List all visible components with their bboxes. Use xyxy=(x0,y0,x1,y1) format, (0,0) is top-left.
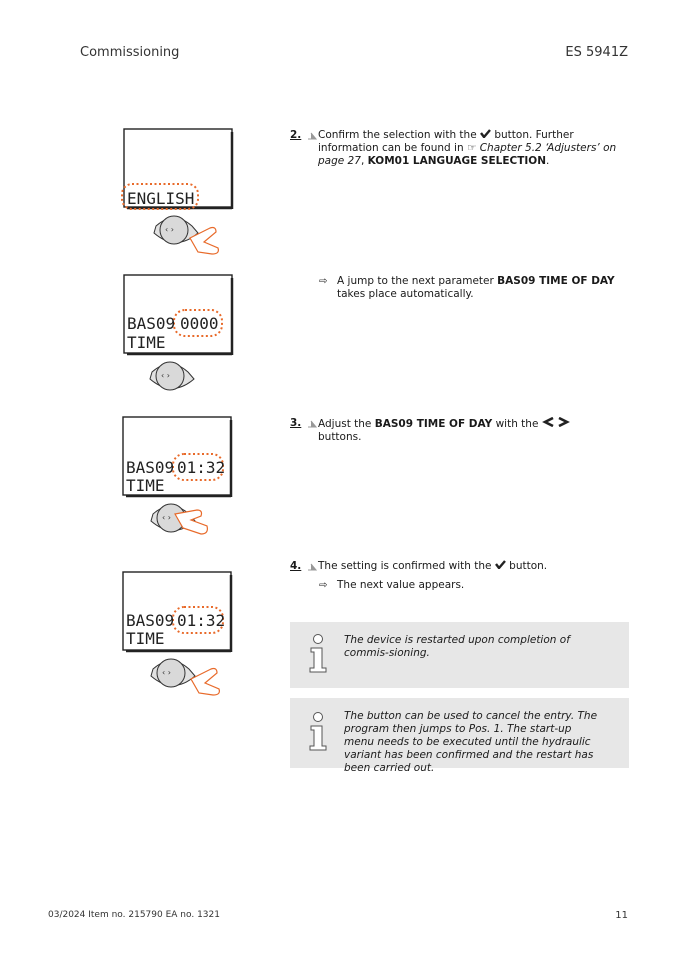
svg-text:‹ ›: ‹ › xyxy=(162,513,171,522)
header-document-number: ES 5941Z xyxy=(565,45,628,60)
lcd-line-2: TIME xyxy=(126,476,165,495)
step-text: Adjust the xyxy=(318,418,375,430)
info-icon xyxy=(307,634,329,674)
parameter-name: KOM01 LANGUAGE SELECTION xyxy=(367,155,547,167)
parameter-name: BAS09 TIME OF DAY xyxy=(374,418,493,430)
step-text: Confirm the selection with the xyxy=(318,129,481,141)
lcd-display-bas09-0132-confirm xyxy=(117,569,237,705)
step-number: 2. xyxy=(290,129,302,141)
control-knob-icon xyxy=(151,659,195,687)
step-number: 3. xyxy=(290,417,302,429)
lcd-line-2: TIME xyxy=(126,629,165,648)
step-2 xyxy=(290,129,630,169)
info-note-restart xyxy=(290,622,629,688)
chapter-link[interactable]: Chapter 5.2 ‘Adjusters’ on page 27 xyxy=(318,142,617,167)
svg-text:‹ ›: ‹ › xyxy=(161,371,170,380)
info-icon xyxy=(307,712,329,752)
lcd-display-english xyxy=(118,126,238,262)
lcd-line-1-value: 0000 xyxy=(180,314,219,333)
svg-text:‹ ›: ‹ › xyxy=(162,668,171,677)
result-arrow-icon: ⇨ xyxy=(319,276,328,287)
step-text: buttons. xyxy=(318,431,362,443)
pointing-hand-icon xyxy=(191,669,219,696)
checkmark-icon xyxy=(495,560,506,569)
result-text: A jump to the next parameter xyxy=(337,275,498,287)
result-arrow-icon: ⇨ xyxy=(319,580,328,591)
result-text: The next value appears. xyxy=(337,579,465,591)
step-number: 4. xyxy=(290,560,302,572)
lcd-line-1-label: BAS09 xyxy=(127,314,176,333)
step-text: button. xyxy=(505,560,548,572)
lcd-line-1-label: BAS09 xyxy=(126,458,175,477)
step-arrow-icon xyxy=(307,561,317,571)
lcd-line-1-value: 01:32 xyxy=(177,611,226,630)
lcd-line-1-label: BAS09 xyxy=(126,611,175,630)
header-section-title: Commissioning xyxy=(80,45,180,60)
lcd-display-bas09-0000 xyxy=(118,272,238,402)
parameter-name: BAS09 TIME OF DAY xyxy=(497,275,615,287)
result-1 xyxy=(319,275,619,305)
info-text: The button can be used to cancel the entry. The program then jumps to Pos. 1. The start-up menu needs to be executed until the hydraulic variant has been confirmed and the restart has been carried out. xyxy=(344,710,598,774)
lcd-line-1: ENGLISH xyxy=(127,189,195,208)
svg-text:‹ ›: ‹ › xyxy=(165,225,174,234)
footer-item-info: 03/2024 Item no. 215790 EA no. 1321 xyxy=(48,910,220,920)
step-arrow-icon xyxy=(307,130,317,140)
step-text: , xyxy=(360,155,368,167)
step-arrow-icon xyxy=(307,418,317,428)
lcd-line-2: TIME xyxy=(127,333,166,352)
step-text: button. Further information can be found in xyxy=(318,129,574,154)
step-text: The setting is confirmed with the xyxy=(318,560,495,572)
step-3 xyxy=(290,417,630,443)
step-text: with the xyxy=(492,418,542,430)
result-2 xyxy=(319,579,619,595)
step-text: . xyxy=(546,155,550,167)
info-note-cancel xyxy=(290,698,629,774)
pointing-hand-icon xyxy=(175,510,207,534)
checkmark-icon xyxy=(480,129,491,138)
step-4 xyxy=(290,560,630,576)
info-text: The device is restarted upon completion of commis-sioning. xyxy=(344,634,570,659)
page-number: 11 xyxy=(615,910,628,921)
result-text: takes place automatically. xyxy=(337,288,474,300)
lcd-display-bas09-0132-adjust xyxy=(117,414,237,544)
chevron-left-right-icon xyxy=(542,417,572,427)
control-knob-icon xyxy=(150,362,194,390)
lcd-line-1-value: 01:32 xyxy=(177,458,226,477)
link-hand-icon: ☞ xyxy=(466,142,480,154)
